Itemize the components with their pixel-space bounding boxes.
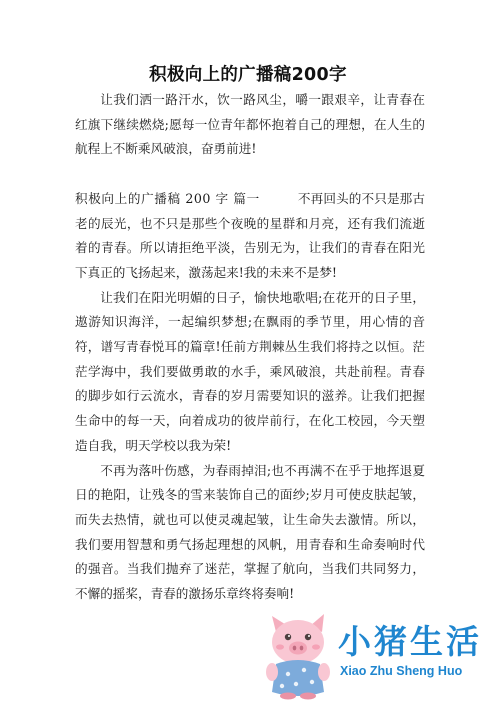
section-paragraph (75, 187, 425, 286)
paragraph-spacer (75, 162, 425, 187)
watermark-brand: 小猪生活 (338, 622, 482, 661)
section-heading: 积极向上的广播稿 200 字 篇一 (75, 190, 260, 206)
intro-paragraph: 让我们洒一路汗水，饮一路风尘，嚼一跟艰辛，让青春在红旗下继续燃烧;愿每一位青年都怀抱着自己的理想，在人生的航程上不断乘风破浪，奋勇前进! (75, 92, 425, 157)
pig-mascot-icon (258, 612, 338, 700)
section-first-text: 不再回头的不只是那古老的辰光，也不只是那些个夜晚的星群和月亮，还有我们流逝着的青春。所以请拒绝平淡，告别无为，让我们的青春在阳光下真正的飞扬起来，激荡起来!我的未来不是梦! (75, 190, 425, 280)
document-body (75, 88, 425, 607)
body-paragraph-3: 不再为落叶伤感，为春雨掉泪;也不再满不在乎于地挥退夏日的艳阳，让残冬的雪来装饰自己的面纱;岁月可使皮肤起皱，而失去热情，就也可以使灵魂起皱，让生命失去激情。所以，我们要用智慧和勇气扬起理想的风帆，用青春和生命奏响时代的强音。当我们抛弃了迷茫，掌握了航向，当我们共同努力，不懈的摇桨，青春的激扬乐章终将奏响! (75, 462, 425, 602)
body-paragraph-2: 让我们在阳光明媚的日子，愉快地歌唱;在花开的日子里，遨游知识海洋，一起编织梦想;在飘雨的季节里，用心情的音符，谱写青春悦耳的篇章!任前方荆棘丛生我们将持之以恒。茫茫学海中，我们要做勇敢的水手，乘风破浪，共赴前程。青春的脚步如行云流水，青春的岁月需要知识的滋养。让我们把握生命中的每一天，向着成功的彼岸前行，在化工校园，今天塑造自我，明天学校以我为荣! (75, 289, 425, 453)
watermark-pinyin: Xiao Zhu Sheng Huo (340, 664, 463, 678)
watermark (258, 606, 496, 702)
page-title: 积极向上的广播稿200字 (149, 65, 347, 85)
